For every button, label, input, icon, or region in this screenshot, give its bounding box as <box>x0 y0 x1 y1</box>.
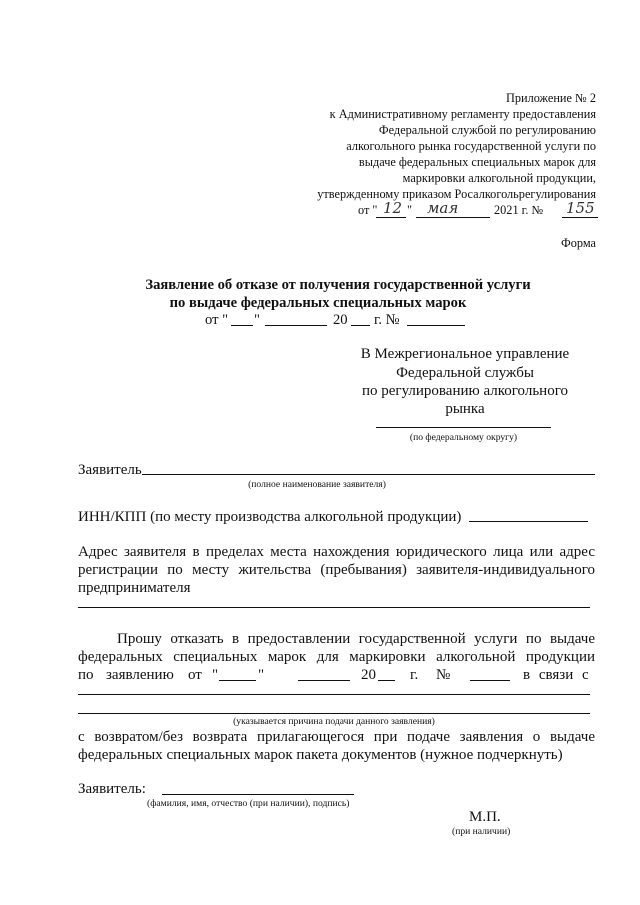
form-label: Форма <box>561 236 596 250</box>
order-number-line <box>562 217 598 218</box>
title-number-field[interactable] <box>407 325 465 326</box>
addressee-line: В Межрегиональное управление <box>360 346 570 362</box>
applicant-name-hint: (полное наименование заявителя) <box>248 479 386 490</box>
request-close-quote: " <box>258 667 265 683</box>
request-word-from: от <box>188 667 202 683</box>
order-date-prefix: от " <box>358 203 378 217</box>
applicant-label: Заявитель <box>78 462 142 478</box>
request-number-field[interactable] <box>470 680 510 681</box>
request-word-application: заявлению <box>106 667 174 683</box>
federal-district-field[interactable] <box>376 427 551 428</box>
signature-field[interactable] <box>162 794 354 795</box>
request-open-quote: " <box>212 667 219 683</box>
title-year-field[interactable] <box>351 325 370 326</box>
reason-hint: (указывается причина подачи данного заявления) <box>233 716 435 727</box>
inn-kpp-label: ИНН/КПП (по месту производства алкогольной продукции) <box>78 509 462 525</box>
order-day-handwritten: 12 <box>383 199 403 217</box>
title-number-label: г. № <box>374 312 400 328</box>
title-date-quote: " <box>254 312 260 328</box>
appendix-line: Приложение № 2 <box>505 91 596 105</box>
document-title-line1: Заявление об отказе от получения государственной услуги <box>145 277 531 293</box>
request-year-prefix: 20 <box>361 667 376 683</box>
order-number-handwritten: 155 <box>566 199 595 217</box>
addressee-line: Федеральной службы <box>396 365 534 381</box>
order-day-line <box>376 217 406 218</box>
inn-kpp-field[interactable] <box>469 521 588 522</box>
title-year-prefix: 20 <box>333 312 348 328</box>
request-number-sign: № <box>436 667 451 683</box>
order-month-line <box>416 217 490 218</box>
request-month-field[interactable] <box>298 680 350 681</box>
federal-district-hint: (по федеральному округу) <box>409 432 518 443</box>
title-month-field[interactable] <box>265 325 327 326</box>
order-year-label: 2021 г. № <box>494 203 544 217</box>
document-title-line2: по выдаче федеральных специальных марок <box>169 295 467 311</box>
title-day-field[interactable] <box>231 325 253 326</box>
address-line2: регистрации по месту жительства (пребывания) заявителя-индивидуального <box>78 562 595 578</box>
request-in-connection: в связи с <box>523 667 589 683</box>
address-line1: Адрес заявителя в пределах места нахождения юридического лица или адрес <box>78 544 595 560</box>
addressee-line: рынка <box>445 401 485 417</box>
applicant-name-field[interactable] <box>142 474 595 475</box>
reason-field-2[interactable] <box>78 713 590 714</box>
request-line4: с возвратом/без возврата прилагающегося при подаче заявления о выдаче <box>78 729 595 745</box>
stamp-label: М.П. <box>469 809 501 825</box>
reason-field-1[interactable] <box>78 694 590 695</box>
appendix-line: Федеральной службой по регулированию <box>378 123 596 137</box>
order-month-handwritten: мая <box>427 199 459 217</box>
appendix-line: маркировки алкогольной продукции, <box>402 171 596 185</box>
address-line3: предпринимателя <box>78 580 191 596</box>
signature-label: Заявитель: <box>78 781 146 797</box>
signature-hint: (фамилия, имя, отчество (при наличии), подпись) <box>147 798 350 809</box>
request-g-label: г. <box>410 667 419 683</box>
request-word-po: по <box>78 667 94 683</box>
request-day-field[interactable] <box>219 680 256 681</box>
title-date-from: от " <box>205 312 229 328</box>
appendix-line: алкогольного рынка государственной услуги по <box>346 139 596 153</box>
request-line1: Прошу отказать в предоставлении государственной услуги по выдаче <box>117 631 595 647</box>
stamp-hint: (при наличии) <box>452 826 511 837</box>
address-field[interactable] <box>78 607 590 608</box>
request-year-field[interactable] <box>378 680 395 681</box>
addressee-line: по регулированию алкогольного <box>361 383 568 399</box>
request-line5: федеральных специальных марок пакета документов (нужное подчеркнуть) <box>78 747 563 763</box>
appendix-line: выдаче федеральных специальных марок для <box>358 155 596 169</box>
order-date-quote: " <box>407 203 413 217</box>
request-line2: федеральных специальных марок для маркировки алкогольной продукции <box>78 649 595 665</box>
appendix-line: утвержденному приказом Росалкогольрегулирования <box>317 187 596 201</box>
appendix-line: к Административному регламенту предоставления <box>329 107 596 121</box>
